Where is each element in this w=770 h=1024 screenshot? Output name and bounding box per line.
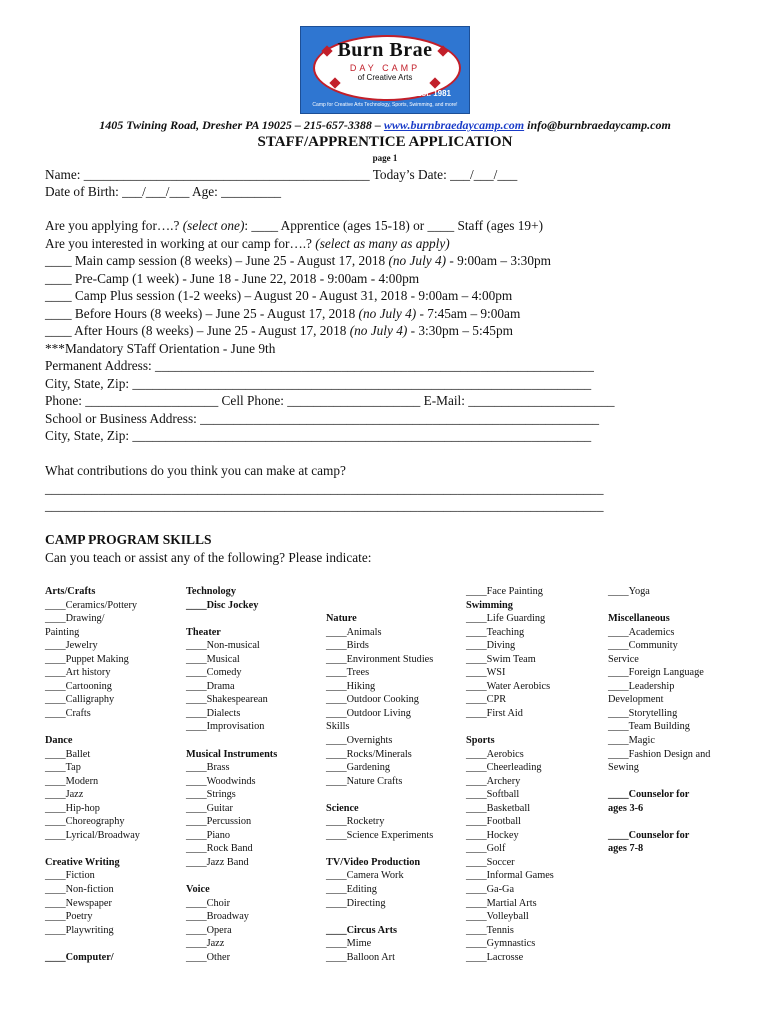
- session-text: ____ Main camp session (8 weeks) – June 25 - August 17, 2018: [45, 253, 389, 268]
- skill-category-heading: Miscellaneous: [608, 613, 670, 625]
- skill-option[interactable]: ____Gardening: [326, 762, 391, 774]
- skill-option[interactable]: ____Choreography: [45, 816, 125, 828]
- skill-option[interactable]: ____First Aid: [466, 707, 523, 719]
- skill-option[interactable]: ____Overnights: [326, 735, 393, 747]
- session-time: - 9:00am – 3:30pm: [446, 253, 551, 268]
- spacer: [45, 842, 140, 856]
- skill-option[interactable]: ____Brass: [186, 762, 230, 774]
- skill-option[interactable]: ____Cheerleading: [466, 762, 542, 774]
- skill-option[interactable]: ____Jewelry: [45, 640, 98, 652]
- session-time: - 7:45am – 9:00am: [416, 306, 521, 321]
- camp-logo: [300, 26, 470, 114]
- skill-option[interactable]: ____Football: [466, 816, 521, 828]
- session-note: (no July 4): [388, 253, 447, 268]
- spacer: [326, 585, 433, 599]
- skill-option[interactable]: ____Basketball: [466, 802, 531, 814]
- skill-category-heading: Science: [326, 802, 359, 814]
- interested-question: [45, 236, 450, 252]
- contributions-answer-line[interactable]: ____________________________________________________________________________________: [45, 481, 604, 496]
- skill-option[interactable]: ____Non-musical: [186, 640, 260, 652]
- skill-option[interactable]: ____Calligraphy: [45, 694, 115, 706]
- skill-category-heading: ages 7-8: [608, 843, 644, 855]
- skill-option[interactable]: ____Aerobics: [466, 748, 524, 760]
- skill-option[interactable]: ____WSI: [466, 667, 506, 679]
- spacer: [608, 815, 710, 829]
- skill-option[interactable]: ____Softball: [466, 789, 520, 801]
- skill-option[interactable]: ____Volleyball: [466, 911, 529, 923]
- skill-category-heading: Nature: [326, 613, 357, 625]
- skill-category-heading: Arts/Crafts: [45, 586, 96, 597]
- session-option[interactable]: [45, 306, 520, 322]
- skill-option[interactable]: ____Ga-Ga: [466, 884, 515, 896]
- skill-option[interactable]: ____Swim Team: [466, 653, 536, 665]
- skill-option[interactable]: ____Outdoor Living: [326, 707, 411, 719]
- skill-option[interactable]: ____Hip-hop: [45, 802, 100, 814]
- spacer: [45, 720, 140, 734]
- interested-prefix: Are you interested in working at our camp for….?: [45, 236, 316, 251]
- skill-option[interactable]: ____Face Painting: [466, 586, 543, 597]
- skill-option[interactable]: ____Cartooning: [45, 680, 112, 692]
- skill-option[interactable]: ____Balloon Art: [326, 951, 395, 963]
- skill-option[interactable]: ____Hiking: [326, 680, 376, 692]
- skill-option[interactable]: ____Informal Games: [466, 870, 554, 882]
- applying-options[interactable]: : ____ Apprentice (ages 15-18) or ____ Staff (ages 19+): [244, 218, 543, 233]
- skill-option[interactable]: ____Musical: [186, 653, 240, 665]
- skills-heading: CAMP PROGRAM SKILLS: [45, 532, 212, 547]
- dob-field[interactable]: Date of Birth: ___/___/___ Age: _________: [45, 184, 281, 199]
- session-option[interactable]: [45, 271, 419, 287]
- skill-category-heading: Sports: [466, 735, 495, 747]
- session-note: (no July 4): [349, 323, 408, 338]
- skill-option[interactable]: ____Community: [608, 640, 678, 652]
- session-option[interactable]: [45, 323, 513, 339]
- page-number: page 1: [372, 153, 398, 163]
- skill-option[interactable]: ____Leadership: [608, 680, 675, 692]
- skill-option[interactable]: ____Jazz Band: [186, 856, 249, 868]
- skill-option[interactable]: ____Camera Work: [326, 870, 404, 882]
- skill-option[interactable]: ____Choir: [186, 897, 231, 909]
- logo-est: Est. 1981: [416, 89, 451, 98]
- skill-option[interactable]: ____Water Aerobics: [466, 680, 551, 692]
- address-line: [0, 118, 770, 133]
- skill-category-heading: Technology: [186, 586, 236, 597]
- skill-option[interactable]: ____Storytelling: [608, 707, 678, 719]
- spacer: [186, 734, 277, 748]
- skill-option[interactable]: ____Rock Band: [186, 843, 253, 855]
- city-state-zip-field[interactable]: City, State, Zip: _____________________________________________________________________: [45, 376, 592, 391]
- skill-option[interactable]: ____Trees: [326, 667, 370, 679]
- skill-option[interactable]: ____Jazz: [186, 938, 225, 950]
- email-text: info@burnbraedaycamp.com: [527, 118, 671, 132]
- skill-option[interactable]: ____Team Building: [608, 721, 690, 733]
- skill-option[interactable]: ____Playwriting: [45, 924, 114, 936]
- skill-option[interactable]: ____Ceramics/Pottery: [45, 599, 138, 611]
- session-option[interactable]: [45, 288, 512, 304]
- contributions-question: What contributions do you think you can make at camp?: [45, 463, 346, 478]
- skill-option[interactable]: ____Academics: [608, 626, 675, 638]
- skill-option: Skills: [326, 721, 350, 733]
- skill-option[interactable]: ____Ballet: [45, 748, 91, 760]
- skills-subheading: Can you teach or assist any of the following? Please indicate:: [45, 550, 372, 565]
- skill-option[interactable]: ____Comedy: [186, 667, 242, 679]
- skill-option[interactable]: ____Drama: [186, 680, 235, 692]
- skill-category-heading: Voice: [186, 884, 210, 896]
- skill-option[interactable]: ____Diving: [466, 640, 516, 652]
- skill-option[interactable]: ____Shakespearean: [186, 694, 268, 706]
- skill-option[interactable]: ____Art history: [45, 667, 111, 679]
- skill-option[interactable]: ____Drawing/: [45, 613, 105, 625]
- school-address-field[interactable]: School or Business Address: ____________________________________________________________: [45, 411, 600, 426]
- skill-option[interactable]: ____Other: [186, 951, 231, 963]
- skill-option[interactable]: ____Fiction: [45, 870, 95, 882]
- skill-option[interactable]: ____Archery: [466, 775, 521, 787]
- session-option[interactable]: [45, 253, 551, 269]
- skill-option[interactable]: ____Puppet Making: [45, 653, 129, 665]
- name-field[interactable]: Name: ___________________________________________ Today’s Date: ___/___/___: [45, 167, 518, 182]
- skill-option[interactable]: ____Improvisation: [186, 721, 265, 733]
- skill-option[interactable]: ____Soccer: [466, 856, 515, 868]
- spacer: [326, 599, 433, 613]
- skill-option[interactable]: ____Counselor for: [608, 789, 690, 801]
- logo-day-camp: DAY CAMP: [349, 63, 421, 73]
- skill-option[interactable]: ____Foreign Language: [608, 667, 704, 679]
- skill-option[interactable]: ____Disc Jockey: [186, 599, 259, 611]
- spacer: [45, 937, 140, 951]
- skills-column-3: [326, 585, 433, 964]
- skill-option[interactable]: ____Tennis: [466, 924, 514, 936]
- skill-option[interactable]: ____Crafts: [45, 707, 91, 719]
- spacer: [326, 842, 433, 856]
- skill-option[interactable]: ____Animals: [326, 626, 382, 638]
- spacer: [186, 869, 277, 883]
- orientation-note: ***Mandatory STaff Orientation - June 9th: [45, 341, 276, 356]
- logo-name: Burn Brae: [337, 39, 433, 61]
- skill-option[interactable]: ____Dialects: [186, 707, 241, 719]
- spacer: [326, 910, 433, 924]
- session-text: ____ Before Hours (8 weeks) – June 25 - August 17, 2018: [45, 306, 359, 321]
- skill-option[interactable]: ____Non-fiction: [45, 884, 114, 896]
- contributions-answer-line[interactable]: ____________________________________________________________________________________: [45, 498, 604, 513]
- session-text: ____ Pre-Camp (1 week) - June 18 - June 22, 2018 - 9:00am - 4:00pm: [45, 271, 420, 286]
- skill-option[interactable]: ____Piano: [186, 829, 231, 841]
- skill-option[interactable]: ____Life Guarding: [466, 613, 546, 625]
- page-title: STAFF/APPRENTICE APPLICATION: [257, 134, 513, 150]
- skill-option[interactable]: ____Editing: [326, 884, 377, 896]
- school-city-state-zip-field[interactable]: City, State, Zip: _____________________________________________________________________: [45, 428, 592, 443]
- session-time: - 3:30pm – 5:45pm: [407, 323, 513, 338]
- skill-option[interactable]: ____Percussion: [186, 816, 252, 828]
- skills-column-2: [186, 585, 277, 964]
- skill-option[interactable]: ____Woodwinds: [186, 775, 256, 787]
- session-note: (no July 4): [358, 306, 417, 321]
- skill-option[interactable]: ____Outdoor Cooking: [326, 694, 419, 706]
- skill-option[interactable]: ____Guitar: [186, 802, 233, 814]
- skill-option[interactable]: ____Tap: [45, 762, 81, 774]
- skill-option[interactable]: ____Rocks/Minerals: [326, 748, 412, 760]
- skill-category-heading: Theater: [186, 626, 221, 638]
- skill-option[interactable]: ____Yoga: [608, 586, 650, 597]
- skill-option[interactable]: ____Strings: [186, 789, 236, 801]
- skill-option[interactable]: ____Nature Crafts: [326, 775, 403, 787]
- spacer: [326, 788, 433, 802]
- interested-note: (select as many as apply): [315, 236, 450, 251]
- skill-option: Development: [608, 694, 664, 706]
- skill-category-heading: TV/Video Production: [326, 856, 421, 868]
- skills-column-4: [466, 585, 554, 964]
- skill-option[interactable]: ____Magic: [608, 735, 655, 747]
- applying-prefix: Are you applying for….?: [45, 218, 183, 233]
- skill-option[interactable]: ____Birds: [326, 640, 369, 652]
- skill-category-heading: Creative Writing: [45, 856, 120, 868]
- skill-option[interactable]: ____Environment Studies: [326, 653, 434, 665]
- skill-option[interactable]: ____Counselor for: [608, 829, 690, 841]
- skill-category-heading: Musical Instruments: [186, 748, 278, 760]
- skills-column-5: [608, 585, 710, 856]
- skill-option[interactable]: ____Teaching: [466, 626, 525, 638]
- skill-option[interactable]: ____Modern: [45, 775, 99, 787]
- phone-field[interactable]: Phone: ____________________ Cell Phone: ____________________ E-Mail: ______________________: [45, 393, 615, 408]
- skills-column-1: [45, 585, 140, 964]
- skill-option[interactable]: ____Science Experiments: [326, 829, 434, 841]
- skill-option[interactable]: ____Circus Arts: [326, 924, 398, 936]
- skill-option[interactable]: ____Directing: [326, 897, 386, 909]
- applying-for-question[interactable]: [45, 218, 543, 234]
- skill-option[interactable]: ____Golf: [466, 843, 506, 855]
- skill-option[interactable]: ____Computer/: [45, 951, 114, 963]
- skill-option[interactable]: ____Fashion Design and: [608, 748, 711, 760]
- skill-option[interactable]: ____Newspaper: [45, 897, 112, 909]
- permanent-address-field[interactable]: Permanent Address: __________________________________________________________________: [45, 358, 594, 373]
- website-link[interactable]: www.burnbraedaycamp.com: [383, 118, 525, 132]
- skill-option[interactable]: ____Lacrosse: [466, 951, 524, 963]
- skill-option[interactable]: ____Gymnastics: [466, 938, 536, 950]
- skill-option[interactable]: ____Jazz: [45, 789, 84, 801]
- session-text: ____ After Hours (8 weeks) – June 25 - August 17, 2018: [45, 323, 350, 338]
- session-text: ____ Camp Plus session (1-2 weeks) – August 20 - August 31, 2018 - 9:00am – 4:00pm: [45, 288, 513, 303]
- logo-subtitle: of Creative Arts: [357, 73, 413, 82]
- skill-category-heading: Dance: [45, 735, 73, 747]
- skill-option[interactable]: ____Lyrical/Broadway: [45, 829, 140, 841]
- spacer: [608, 775, 710, 789]
- skill-option[interactable]: ____Hockey: [466, 829, 519, 841]
- skill-option[interactable]: ____Opera: [186, 924, 232, 936]
- skill-option: Sewing: [608, 762, 639, 774]
- skill-option[interactable]: ____Martial Arts: [466, 897, 537, 909]
- skill-option: Painting: [45, 626, 80, 638]
- logo-tagline: Camp for Creative Arts Technology, Sports, Swimming, and more!: [312, 102, 458, 108]
- skill-option[interactable]: ____Mime: [326, 938, 372, 950]
- spacer: [608, 599, 710, 613]
- spacer: [186, 612, 277, 626]
- skill-category-heading: Swimming: [466, 599, 513, 611]
- address-text: 1405 Twining Road, Dresher PA 19025 – 215-657-3388 –: [99, 118, 381, 132]
- skill-option[interactable]: ____Broadway: [186, 911, 249, 923]
- skill-option[interactable]: ____Rocketry: [326, 816, 385, 828]
- skill-option[interactable]: ____CPR: [466, 694, 507, 706]
- applying-note: (select one): [182, 218, 245, 233]
- spacer: [466, 720, 554, 734]
- skill-category-heading: ages 3-6: [608, 802, 644, 814]
- skill-option: Service: [608, 653, 639, 665]
- skill-option[interactable]: ____Poetry: [45, 911, 93, 923]
